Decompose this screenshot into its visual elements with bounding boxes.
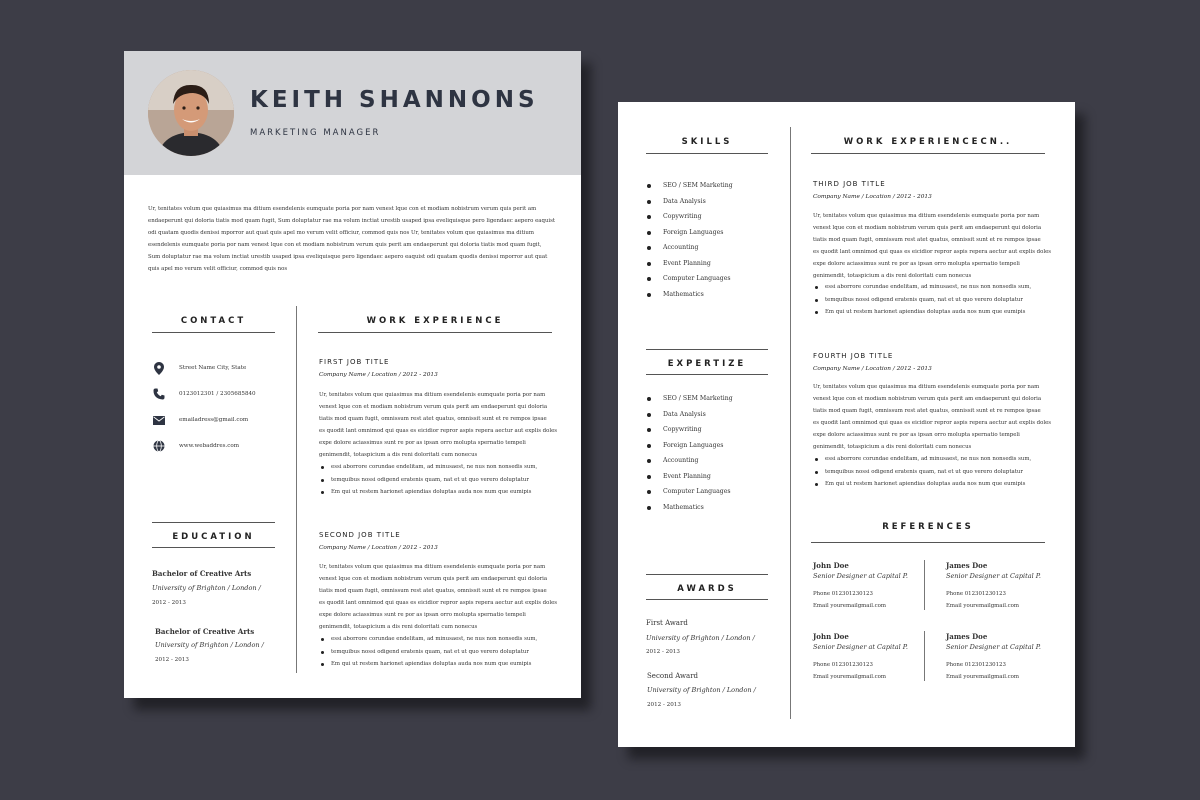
job-description-line: es quodit lant omnimod qui quas es eicidior repror aspis repera aectur aut explis doles [813, 420, 1052, 426]
education-years: 2012 - 2013 [152, 600, 186, 606]
expertize-item: Data Analysis [646, 410, 733, 426]
profile-photo [148, 70, 234, 156]
education-degree: Bachelor of Creative Arts [155, 627, 255, 636]
job-title: FOURTH JOB TITLE [813, 352, 894, 360]
work-experience-cont-heading: WORK EXPERIENCECN.. [843, 137, 1013, 147]
references-heading: REFERENCES [882, 522, 974, 532]
phone-icon [152, 387, 166, 401]
reference-title: Senior Designer at Capital P. [946, 572, 1041, 580]
job-company: Company Name / Location / 2012 - 2013 [813, 366, 932, 372]
job-description-line: expe dolore aciassimus sunt re por as ipsan orro molupta spernatio tempeli [813, 261, 1020, 267]
expertize-item: Accounting [646, 456, 733, 472]
skills-heading: SKILLS [681, 137, 733, 147]
job-description-line: es quodit lant omnimod qui quas es eicidior repror aspis repera aectur aut explis doles [319, 600, 558, 606]
contact-heading: CONTACT [180, 316, 247, 326]
globe-icon [152, 439, 166, 453]
job-description-line: genimendit, totaspicium a dis reni doloritati cum nonecus [813, 444, 972, 450]
reference-phone: Phone 012301230123 [946, 591, 1006, 597]
job-title: THIRD JOB TITLE [813, 180, 886, 188]
expertize-item: SEO / SEM Marketing [646, 394, 733, 410]
awards-rule [646, 599, 768, 600]
expertize-item: Event Planning [646, 472, 733, 488]
reference-name: John Doe [813, 561, 849, 570]
reference-divider [924, 560, 925, 610]
resume-page-1 [124, 51, 581, 698]
skill-item: Computer Languages [646, 274, 733, 290]
expertize-item: Computer Languages [646, 487, 733, 503]
work-experience-heading: WORK EXPERIENCE [366, 316, 504, 326]
job-bullets [320, 461, 537, 499]
summary-line: Sum doluptatur rae ma volum inctiat urestib usaped ipsa eveliquisque pero ligendaec aepero eaquist odi quatam quodis denissi mporror aut quat [148, 254, 548, 260]
job-company: Company Name / Location / 2012 - 2013 [319, 372, 438, 378]
summary-paragraph [148, 203, 558, 275]
job-bullet: essi aborrore corundae endelitam, ad minusaest, ne nus non nonsedis sum, [320, 461, 537, 474]
job-bullet: temquibus nossi odigend eratenis quam, nat et ut quo verero doluptatur [320, 646, 537, 659]
skill-item: Foreign Languages [646, 228, 733, 244]
job-description-line: tiatis mod quam fugit, omnissum rest atet quatus, omnissit sunt et re rempos ipsae [319, 588, 547, 594]
awards-rule-top [646, 574, 768, 575]
candidate-name: KEITH SHANNONS [250, 87, 539, 113]
award-school: University of Brighton / London / [646, 634, 755, 642]
job-bullets [814, 453, 1031, 491]
job-description [813, 381, 1053, 453]
contact-address [152, 361, 246, 375]
contact-email-text: emailadress@gmail.com [179, 417, 249, 423]
reference-email: Email youremailgmail.com [946, 603, 1020, 609]
skill-item: Copywriting [646, 212, 733, 228]
job-bullet: essi aborrore corundae endelitam, ad minusaest, ne nus non nonsedis sum, [320, 633, 537, 646]
reference-name: John Doe [813, 632, 849, 641]
job-bullet: Em qui ut restem harionet apiendias doluptas auda nos num que eumipis [320, 658, 537, 671]
expertize-rule-top [646, 349, 768, 350]
skill-item: Data Analysis [646, 197, 733, 213]
job-description-line: tiatis mod quam fugit, omnissum rest atet quatus, omnissit sunt et re rempos ipsae [813, 237, 1041, 243]
job-description-line: genimendit, totaspicium a dis reni doloritati cum nonecus [813, 273, 972, 279]
contact-website-text: www.webaddres.com [179, 443, 240, 449]
reference-phone: Phone 012301230123 [813, 662, 873, 668]
skill-item: Mathematics [646, 290, 733, 306]
contact-phone-text: 0123012301 / 2305685840 [179, 391, 256, 397]
education-rule-top [152, 522, 275, 523]
job-description-line: genimendit, totaspicium a dis reni doloritati cum nonecus [319, 452, 478, 458]
envelope-icon [152, 413, 166, 427]
job-description-line: venest lque con et modiam nobistrum verum quis perit am endaeperunt qui doloria [813, 225, 1042, 231]
award-years: 2012 - 2013 [646, 649, 680, 655]
job-bullet: Em qui ut restem harionet apiendias doluptas auda nos num que eumipis [814, 478, 1031, 491]
job-description [319, 389, 559, 461]
job-description-line: Ur, tenitates volum que quiasimus ma ditium esendelenis eumquate poria por nam [813, 384, 1040, 390]
job-description-line: es quodit lant omnimod qui quas es eicidior repror aspis repera aectur aut explis doles [813, 249, 1052, 255]
skills-rule [646, 153, 768, 154]
job-description-line: Ur, tenitates volum que quiasimus ma ditium esendelenis eumquate poria por nam [319, 564, 546, 570]
education-years: 2012 - 2013 [155, 657, 189, 663]
reference-title: Senior Designer at Capital P. [813, 572, 908, 580]
job-bullet: temquibus nossi odigend eratenis quam, nat et ut quo verero doluptatur [320, 474, 537, 487]
award-school: University of Brighton / London / [647, 686, 756, 694]
job-description-line: venest lque con et modiam nobistrum verum quis perit am endaeperunt qui doloria [813, 396, 1042, 402]
summary-line: esendelenis eumquate poria por nam venest lque con et modiam nobistrum verum quis perit am endaeperunt qui doloria tiatis mod quam fugit, [148, 242, 542, 248]
job-description [813, 210, 1053, 282]
job-title: FIRST JOB TITLE [319, 358, 390, 366]
expertize-item: Foreign Languages [646, 441, 733, 457]
work-experience-cont-rule [811, 153, 1045, 154]
job-description-line: expe dolore aciassimus sunt re por as ipsan orro molupta spernatio tempeli [813, 432, 1020, 438]
education-heading: EDUCATION [172, 532, 255, 542]
job-description-line: expe dolore aciassimus sunt re por as ipsan orro molupta spernatio tempeli [319, 612, 526, 618]
reference-title: Senior Designer at Capital P. [946, 643, 1041, 651]
education-school: University of Brighton / London / [152, 584, 261, 592]
job-description-line: es quodit lant omnimod qui quas es eicidior repror aspis repera aectur aut explis doles [319, 428, 558, 434]
contact-phone [152, 387, 256, 401]
job-description [319, 561, 559, 633]
job-bullets [814, 281, 1031, 319]
award-title: Second Award [647, 672, 699, 680]
job-description-line: venest lque con et modiam nobistrum verum quis perit am endaeperunt qui doloria [319, 404, 548, 410]
resume-page-2 [618, 102, 1075, 747]
job-description-line: Ur, tenitates volum que quiasimus ma ditium esendelenis eumquate poria por nam [319, 392, 546, 398]
awards-heading: AWARDS [677, 584, 737, 594]
job-bullets [320, 633, 537, 671]
reference-name: James Doe [946, 632, 988, 641]
education-degree: Bachelor of Creative Arts [152, 569, 252, 578]
skill-item: Event Planning [646, 259, 733, 275]
summary-line: quis apel mo verum velit officiur, commod quis nos [148, 266, 288, 272]
expertize-list [646, 394, 733, 518]
reference-phone: Phone 012301230123 [813, 591, 873, 597]
job-bullet: Em qui ut restem harionet apiendias doluptas auda nos num que eumipis [814, 306, 1031, 319]
expertize-heading: EXPERTIZE [667, 359, 747, 369]
job-description-line: tiatis mod quam fugit, omnissum rest atet quatus, omnissit sunt et re rempos ipsae [813, 408, 1041, 414]
job-bullet: essi aborrore corundae endelitam, ad minusaest, ne nus non nonsedis sum, [814, 281, 1031, 294]
education-rule [152, 547, 275, 548]
expertize-item: Mathematics [646, 503, 733, 519]
contact-address-text: Street Name City, State [179, 365, 247, 371]
skill-item: SEO / SEM Marketing [646, 181, 733, 197]
skill-item: Accounting [646, 243, 733, 259]
job-description-line: Ur, tenitates volum que quiasimus ma ditium esendelenis eumquate poria por nam [813, 213, 1040, 219]
job-description-line: tiatis mod quam fugit, omnissum rest atet quatus, omnissit sunt et re rempos ipsae [319, 416, 547, 422]
contact-email [152, 413, 248, 427]
reference-name: James Doe [946, 561, 988, 570]
reference-phone: Phone 012301230123 [946, 662, 1006, 668]
reference-title: Senior Designer at Capital P. [813, 643, 908, 651]
job-company: Company Name / Location / 2012 - 2013 [813, 194, 932, 200]
column-divider [790, 127, 791, 719]
summary-line: Ur, tenitates volum que quiasimus ma ditium esendelenis eumquate poria por nam venest lque con et modiam nobistrum verum quis perit am [148, 206, 537, 212]
job-bullet: Em qui ut restem harionet apiendias doluptas auda nos num que eumipis [320, 486, 537, 499]
award-title: First Award [646, 619, 688, 627]
location-pin-icon [152, 361, 166, 375]
reference-email: Email youremailgmail.com [813, 603, 887, 609]
candidate-job-title: MARKETING MANAGER [250, 128, 381, 138]
job-bullet: temquibus nossi odigend eratenis quam, nat et ut quo verero doluptatur [814, 294, 1031, 307]
contact-website [152, 439, 239, 453]
reference-email: Email youremailgmail.com [813, 674, 887, 680]
job-bullet: temquibus nossi odigend eratenis quam, nat et ut quo verero doluptatur [814, 466, 1031, 479]
job-title: SECOND JOB TITLE [319, 531, 401, 539]
expertize-item: Copywriting [646, 425, 733, 441]
job-description-line: genimendit, totaspicium a dis reni doloritati cum nonecus [319, 624, 478, 630]
job-description-line: venest lque con et modiam nobistrum verum quis perit am endaeperunt qui doloria [319, 576, 548, 582]
reference-email: Email youremailgmail.com [946, 674, 1020, 680]
summary-line: endaeperunt qui doloria tiatis mod quam fugit, Sum doluptatur rae ma volum inctiat urestib usaped ipsa eveliquisque pero ligendaec aepero eaquist [148, 218, 556, 224]
summary-line: odi quatam quodis denissi mporror aut quat quis apel mo verum velit officiur, commod quis nos Ur, tenitates volum que quiasimus ma ditium [148, 230, 534, 236]
award-years: 2012 - 2013 [647, 702, 681, 708]
skills-list [646, 181, 733, 305]
job-bullet: essi aborrore corundae endelitam, ad minusaest, ne nus non nonsedis sum, [814, 453, 1031, 466]
job-company: Company Name / Location / 2012 - 2013 [319, 545, 438, 551]
references-rule [811, 542, 1045, 543]
work-experience-rule [318, 332, 552, 333]
job-description-line: expe dolore aciassimus sunt re por as ipsan orro molupta spernatio tempeli [319, 440, 526, 446]
education-school: University of Brighton / London / [155, 641, 264, 649]
column-divider [296, 306, 297, 673]
contact-rule [152, 332, 275, 333]
reference-divider [924, 631, 925, 681]
expertize-rule [646, 374, 768, 375]
